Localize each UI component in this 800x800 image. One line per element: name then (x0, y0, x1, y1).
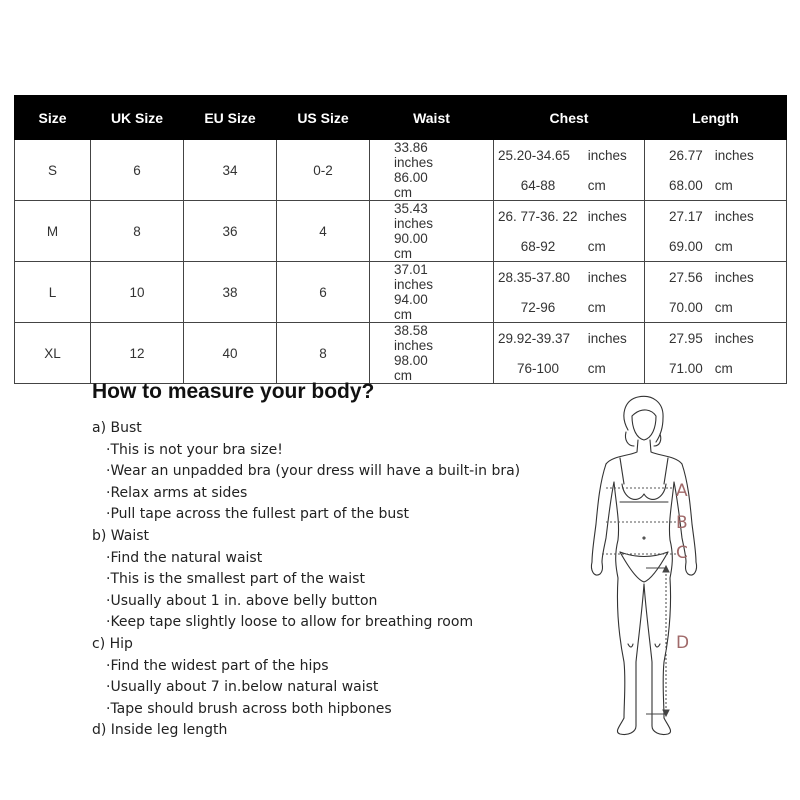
chest-cell (494, 170, 645, 201)
us-size-cell: 8 (277, 323, 370, 384)
chest-unit: inches (587, 330, 627, 346)
us-size-cell: 0-2 (277, 140, 370, 201)
figure-label-c: C (676, 543, 688, 563)
waist-unit: inches (394, 155, 434, 170)
guide-tip: ·Relax arms at sides (106, 484, 248, 501)
length-unit: inches (714, 330, 754, 346)
chest-unit: cm (587, 177, 606, 193)
table-row (15, 323, 787, 354)
waist-cell (370, 201, 494, 232)
guide-tip: ·Usually about 7 in.below natural waist (106, 679, 379, 696)
body-measurement-figure (580, 392, 710, 752)
header-size: Size (15, 96, 91, 140)
guide-section-heading: d) Inside leg length (92, 722, 228, 739)
chest-unit: cm (587, 299, 606, 315)
length-value: 27.17 (669, 208, 703, 224)
waist-value: 33.86 (394, 140, 428, 155)
length-unit: cm (714, 299, 733, 315)
waist-value: 35.43 (394, 201, 428, 216)
length-unit: cm (714, 238, 733, 254)
length-value: 26.77 (669, 147, 703, 163)
chest-unit: inches (587, 208, 627, 224)
waist-unit: inches (394, 216, 434, 231)
guide-section-heading: b) Waist (92, 527, 149, 544)
length-value: 27.56 (669, 269, 703, 285)
figure-label-a: A (676, 481, 688, 501)
length-cell (645, 323, 787, 354)
waist-unit: cm (394, 368, 412, 383)
length-value: 68.00 (669, 177, 703, 193)
eu-size-cell: 38 (184, 262, 277, 323)
size-cell: L (15, 262, 91, 323)
guide-tip: ·Find the widest part of the hips (106, 657, 329, 674)
guide-section-heading: c) Hip (92, 635, 133, 652)
chest-value: 68-92 (520, 238, 556, 254)
header-chest: Chest (494, 96, 645, 140)
guide-tip: ·Tape should brush across both hipbones (106, 700, 392, 717)
table-row (15, 140, 787, 171)
size-cell: S (15, 140, 91, 201)
length-value: 71.00 (669, 360, 703, 376)
length-unit: inches (714, 147, 754, 163)
length-cell (645, 353, 787, 384)
guide-tip: ·Wear an unpadded bra (your dress will have a built-in bra) (106, 463, 521, 480)
us-size-cell: 6 (277, 262, 370, 323)
length-cell (645, 262, 787, 293)
chest-cell (494, 140, 645, 171)
guide-tip: ·Find the natural waist (106, 549, 263, 566)
chest-value: 25.20-34.65 (498, 147, 571, 163)
size-chart-header-row (15, 96, 787, 140)
length-value: 69.00 (669, 238, 703, 254)
eu-size-cell: 36 (184, 201, 277, 262)
waist-unit: inches (394, 277, 434, 292)
table-row (15, 201, 787, 232)
length-cell (645, 170, 787, 201)
uk-size-cell: 10 (91, 262, 184, 323)
chest-unit: inches (587, 269, 627, 285)
size-chart-table (14, 95, 787, 384)
length-unit: cm (714, 177, 733, 193)
guide-tip: ·This is the smallest part of the waist (106, 571, 365, 588)
chest-cell (494, 231, 645, 262)
eu-size-cell: 40 (184, 323, 277, 384)
chest-value: 72-96 (520, 299, 556, 315)
waist-value: 90.00 (394, 231, 428, 246)
us-size-cell: 4 (277, 201, 370, 262)
chest-unit: cm (587, 360, 606, 376)
chest-unit: inches (587, 147, 627, 163)
length-unit: inches (714, 269, 754, 285)
waist-value: 38.58 (394, 323, 428, 338)
chest-cell (494, 323, 645, 354)
length-value: 27.95 (669, 330, 703, 346)
waist-value: 98.00 (394, 353, 428, 368)
waist-cell (370, 353, 494, 384)
chest-value: 64-88 (520, 177, 556, 193)
guide-title: How to measure your body? (92, 380, 375, 403)
waist-unit: cm (394, 185, 412, 200)
waist-unit: inches (394, 338, 434, 353)
length-unit: inches (714, 208, 754, 224)
chest-cell (494, 292, 645, 323)
header-eu-size: EU Size (184, 96, 277, 140)
uk-size-cell: 12 (91, 323, 184, 384)
guide-tip: ·Usually about 1 in. above belly button (106, 592, 378, 609)
figure-label-d: D (676, 633, 690, 653)
length-cell (645, 140, 787, 171)
guide-tip: ·Keep tape slightly loose to allow for breathing room (106, 614, 474, 631)
uk-size-cell: 8 (91, 201, 184, 262)
table-row (15, 262, 787, 293)
size-cell: XL (15, 323, 91, 384)
chest-value: 29.92-39.37 (498, 330, 571, 346)
waist-cell (370, 231, 494, 262)
guide-tip: ·Pull tape across the fullest part of the bust (106, 506, 410, 523)
length-cell (645, 231, 787, 262)
waist-cell (370, 170, 494, 201)
header-us-size: US Size (277, 96, 370, 140)
waist-cell (370, 292, 494, 323)
eu-size-cell: 34 (184, 140, 277, 201)
guide-section-heading: a) Bust (92, 420, 142, 436)
chest-value: 26. 77-36. 22 (498, 208, 578, 224)
waist-value: 94.00 (394, 292, 428, 307)
length-value: 70.00 (669, 299, 703, 315)
waist-cell (370, 140, 494, 171)
chest-unit: cm (587, 238, 606, 254)
measurement-guide (92, 418, 520, 742)
size-cell: M (15, 201, 91, 262)
length-cell (645, 201, 787, 232)
chest-value: 28.35-37.80 (498, 269, 571, 285)
chest-cell (494, 353, 645, 384)
header-waist: Waist (370, 96, 494, 140)
waist-cell (370, 323, 494, 354)
chest-cell (494, 201, 645, 232)
header-uk-size: UK Size (91, 96, 184, 140)
waist-value: 86.00 (394, 170, 428, 185)
guide-tip: ·This is not your bra size! (106, 441, 283, 458)
figure-label-b: B (676, 513, 688, 533)
waist-cell (370, 262, 494, 293)
woman-outline-icon (591, 396, 696, 734)
length-unit: cm (714, 360, 733, 376)
length-cell (645, 292, 787, 323)
chest-value: 76-100 (516, 360, 560, 376)
waist-unit: cm (394, 246, 412, 261)
chest-cell (494, 262, 645, 293)
uk-size-cell: 6 (91, 140, 184, 201)
waist-unit: cm (394, 307, 412, 322)
header-length: Length (645, 96, 787, 140)
waist-value: 37.01 (394, 262, 428, 277)
